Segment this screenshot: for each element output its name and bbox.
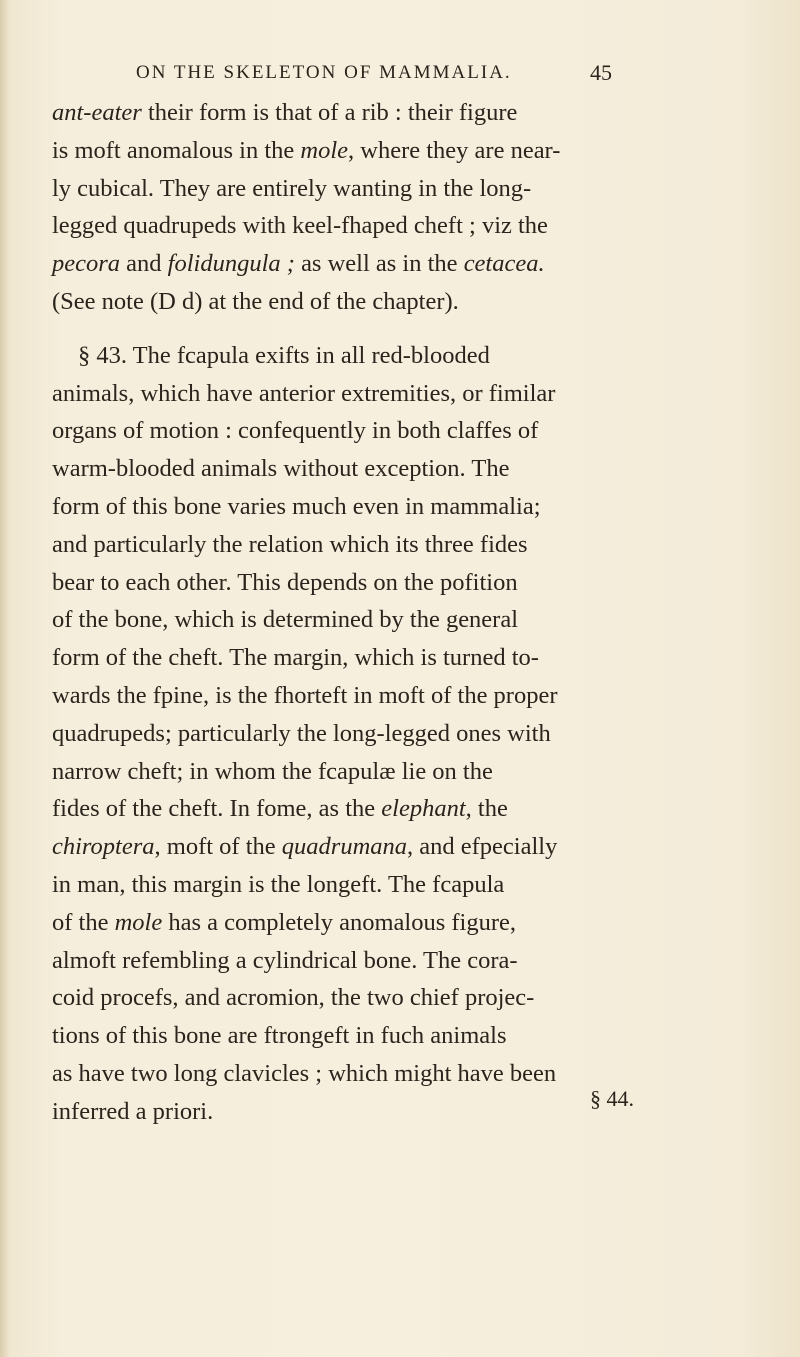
- text-run: animals, which have anterior extremities, or fimilar: [52, 379, 556, 407]
- text-line: [52, 715, 632, 753]
- text-run: as have two long clavicles ; which might have been: [52, 1059, 557, 1087]
- text-run: narrow cheft; in whom the fcapulæ lie on the: [52, 757, 493, 785]
- text-line: [52, 564, 632, 602]
- italic-run: folidungula ;: [167, 250, 295, 278]
- text-line: [52, 132, 632, 170]
- text-run: in man, this margin is the longeft. The fcapula: [52, 870, 505, 898]
- text-line: [52, 677, 632, 715]
- text-run: form of the cheft. The margin, which is turned to-: [52, 644, 539, 672]
- text-line: [52, 245, 632, 283]
- text-run: fides of the cheft. In fome, as the: [52, 795, 382, 823]
- italic-run: ant-eater: [52, 99, 142, 126]
- text-line: [52, 283, 632, 321]
- catchword: § 44.: [590, 1086, 634, 1111]
- spine-shadow: [0, 0, 10, 1357]
- text-run: their form is that of a rib : their figure: [141, 99, 518, 126]
- text-run: (See note (D d) at the end of the chapter).: [52, 287, 459, 315]
- italic-run: elephant: [381, 795, 466, 823]
- running-head: [52, 58, 752, 98]
- text-line: [52, 639, 632, 677]
- text-line: [52, 601, 632, 639]
- italic-run: mole: [300, 136, 348, 164]
- text-run: , the: [465, 795, 508, 823]
- text-line: [52, 412, 632, 450]
- text-line: [52, 866, 632, 904]
- text-run: of the bone, which is determined by the general: [52, 606, 519, 634]
- text-run: and: [120, 250, 168, 278]
- text-run: is moft anomalous in the: [52, 136, 301, 164]
- text-run: inferred a priori.: [52, 1097, 214, 1125]
- text-line: [52, 904, 632, 942]
- text-line: [52, 1017, 632, 1055]
- page-number: 45: [590, 60, 612, 85]
- text-run: has a completely anomalous figure,: [162, 908, 516, 936]
- running-title: ON THE SKELETON OF MAMMALIA.: [136, 62, 512, 83]
- text-line: [52, 337, 632, 375]
- text-run: , where they are near-: [348, 136, 561, 164]
- text-run: of the: [52, 908, 115, 936]
- text-line: [52, 207, 632, 245]
- body-text: [52, 94, 632, 1131]
- text-run: as well as in the: [294, 250, 464, 278]
- text-line: [52, 170, 632, 208]
- text-run: , moft of the: [154, 833, 282, 861]
- italic-run: cetacea.: [463, 250, 545, 278]
- italic-run: mole: [114, 908, 163, 936]
- text-line: [52, 753, 632, 791]
- italic-run: chiroptera: [52, 833, 155, 861]
- text-run: bear to each other. This depends on the pofition: [52, 568, 518, 596]
- text-line: [52, 375, 632, 413]
- text-run: legged quadrupeds with keel-fhaped cheft ; viz the: [52, 212, 548, 240]
- text-run: almoft refembling a cylindrical bone. The cora-: [52, 946, 518, 974]
- text-run: , and efpecially: [407, 833, 558, 861]
- text-run: and particularly the relation which its three fides: [52, 530, 528, 558]
- text-line: [52, 1093, 632, 1131]
- text-run: organs of motion : confequently in both claffes of: [52, 417, 539, 445]
- text-line: [52, 790, 632, 828]
- text-line: [52, 526, 632, 564]
- text-run: coid procefs, and acromion, the two chief projec-: [52, 984, 535, 1012]
- text-line: [52, 94, 632, 132]
- text-line: [52, 488, 632, 526]
- italic-run: pecora: [52, 250, 121, 278]
- text-line: [52, 828, 632, 866]
- text-run: form of this bone varies much even in mammalia;: [52, 492, 541, 520]
- text-run: warm-blooded animals without exception. The: [52, 455, 510, 483]
- text-run: § 43. The fcapula exifts in all red-blooded: [78, 341, 490, 369]
- text-line: [52, 979, 632, 1017]
- text-line: [52, 1055, 632, 1093]
- text-line: [52, 450, 632, 488]
- paragraph-gap: [52, 321, 632, 337]
- italic-run: quadrumana: [281, 833, 408, 861]
- text-run: quadrupeds; particularly the long-legged ones with: [52, 719, 551, 747]
- text-line: [52, 942, 632, 980]
- text-run: wards the fpine, is the fhorteft in moft of the proper: [52, 681, 558, 709]
- text-run: ly cubical. They are entirely wanting in the long-: [52, 174, 532, 202]
- text-run: tions of this bone are ftrongeft in fuch animals: [52, 1022, 507, 1050]
